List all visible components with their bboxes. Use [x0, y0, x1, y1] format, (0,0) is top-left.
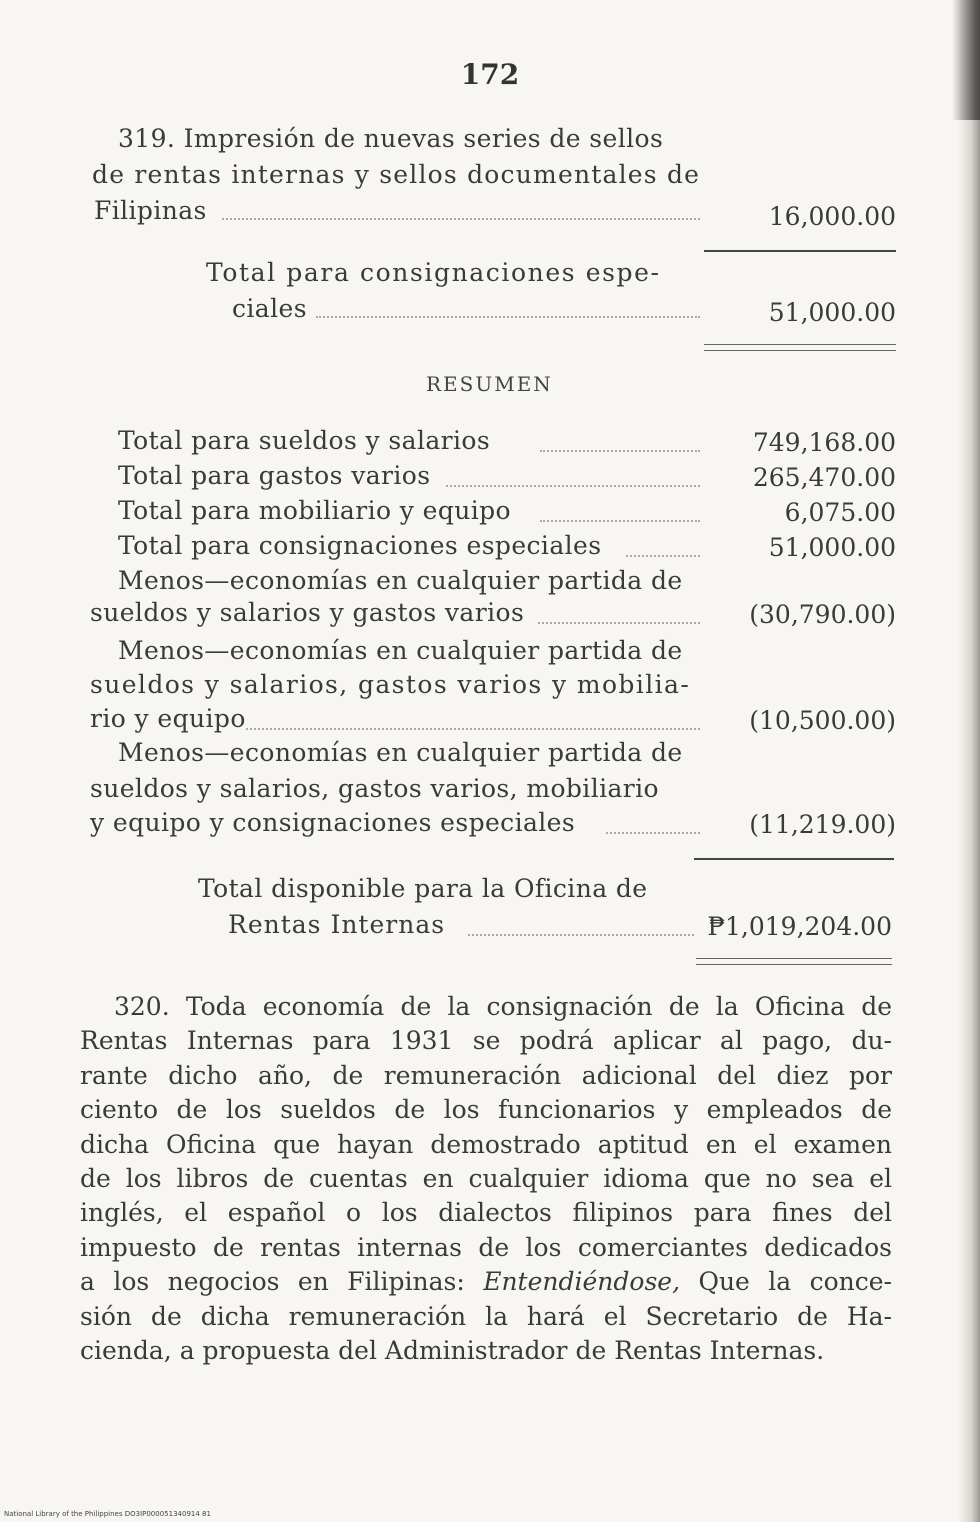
total-disponible-amount: ₱1,019,204.00 — [707, 912, 892, 941]
leader-dots — [540, 450, 700, 452]
resumen-row-amount: 51,000.00 — [768, 533, 896, 562]
menos-2-line-2: sueldos y salarios, gastos varios y mobilia- — [90, 670, 691, 699]
leader-dots — [538, 622, 700, 624]
double-rule-bottom — [704, 350, 896, 351]
paragraph-line: ciento de los sueldos de los funcionarios y empleados de — [80, 1095, 892, 1125]
leader-dots — [316, 316, 700, 318]
resumen-row-amount: 6,075.00 — [784, 498, 896, 527]
menos-3-amount: (11,219.00) — [749, 810, 896, 839]
leader-dots — [222, 218, 700, 220]
total-disponible-line-1: Total disponible para la Oficina de — [198, 874, 648, 903]
paragraph-line: rante dicho año, de remuneración adicional del diez por — [80, 1060, 892, 1090]
double-rule-top — [696, 958, 892, 959]
resumen-row-label: Total para gastos varios — [118, 461, 431, 490]
resumen-heading: RESUMEN — [426, 372, 553, 396]
page-edge-shadow — [958, 0, 980, 1522]
library-footer: National Library of the Philippines DO3IP000051340914 81 — [4, 1510, 211, 1518]
paragraph-line: de los libros de cuentas en cualquier idioma que no sea el — [80, 1164, 892, 1194]
page-number: 172 — [460, 58, 520, 91]
italic-term: Entendiéndose, — [483, 1267, 681, 1297]
paragraph-line: 320. Toda economía de la consignación de la Oficina de — [114, 992, 892, 1021]
item-319-line-1: 319. Impresión de nuevas series de sellos — [118, 124, 664, 153]
total-especiales-line-2: ciales — [232, 294, 307, 323]
item-319-line-3: Filipinas — [94, 196, 207, 225]
paragraph-line: dicha Oficina que hayan demostrado aptitud en el examen — [80, 1129, 892, 1159]
menos-2-line-3: rio y equipo — [90, 704, 246, 733]
paragraph-line: cienda, a propuesta del Administrador de Rentas Internas. — [80, 1336, 825, 1366]
menos-1-amount: (30,790.00) — [749, 600, 896, 629]
total-disponible-line-2: Rentas Internas — [228, 910, 446, 939]
leader-dots — [446, 485, 700, 487]
total-especiales-amount: 51,000.00 — [768, 298, 896, 327]
resumen-row-amount: 265,470.00 — [752, 463, 896, 492]
menos-3-line-2: sueldos y salarios, gastos varios, mobiliario — [90, 774, 659, 803]
sum-rule — [694, 858, 894, 860]
sum-rule — [704, 250, 896, 252]
paragraph-320 — [80, 990, 892, 1368]
paragraph-line: impuesto de rentas internas de los comerciantes dedicados — [80, 1232, 892, 1262]
resumen-row-label: Total para mobiliario y equipo — [118, 496, 512, 525]
paragraph-line: Rentas Internas para 1931 se podrá aplicar al pago, du- — [80, 1026, 892, 1056]
line-text: Que la conce- — [680, 1267, 892, 1297]
paragraph-line-with-italic — [80, 1265, 892, 1299]
double-rule-bottom — [696, 964, 892, 965]
menos-2-amount: (10,500.00) — [749, 706, 896, 735]
leader-dots — [626, 555, 700, 557]
leader-dots — [246, 728, 700, 730]
paragraph-line: sión de dicha remuneración la hará el Secretario de Ha- — [80, 1301, 892, 1331]
menos-1-line-2: sueldos y salarios y gastos varios — [90, 598, 525, 627]
leader-dots — [468, 934, 694, 936]
item-319-line-2: de rentas internas y sellos documentales de — [92, 160, 701, 189]
line-text: a los negocios en Filipinas: — [80, 1267, 484, 1297]
item-319-amount: 16,000.00 — [768, 202, 896, 231]
resumen-row-amount: 749,168.00 — [752, 428, 896, 457]
leader-dots — [606, 832, 700, 834]
menos-1-line-1: Menos—economías en cualquier partida de — [118, 566, 683, 595]
double-rule-top — [704, 344, 896, 345]
leader-dots — [540, 520, 700, 522]
menos-3-line-3: y equipo y consignaciones especiales — [90, 808, 576, 837]
paragraph-line: inglés, el español o los dialectos filipinos para fines del — [80, 1198, 892, 1228]
menos-3-line-1: Menos—economías en cualquier partida de — [118, 738, 683, 767]
resumen-row-label: Total para sueldos y salarios — [118, 426, 491, 455]
total-especiales-line-1: Total para consignaciones espe- — [206, 258, 661, 287]
menos-2-line-1: Menos—economías en cualquier partida de — [118, 636, 683, 665]
resumen-row-label: Total para consignaciones especiales — [118, 531, 602, 560]
